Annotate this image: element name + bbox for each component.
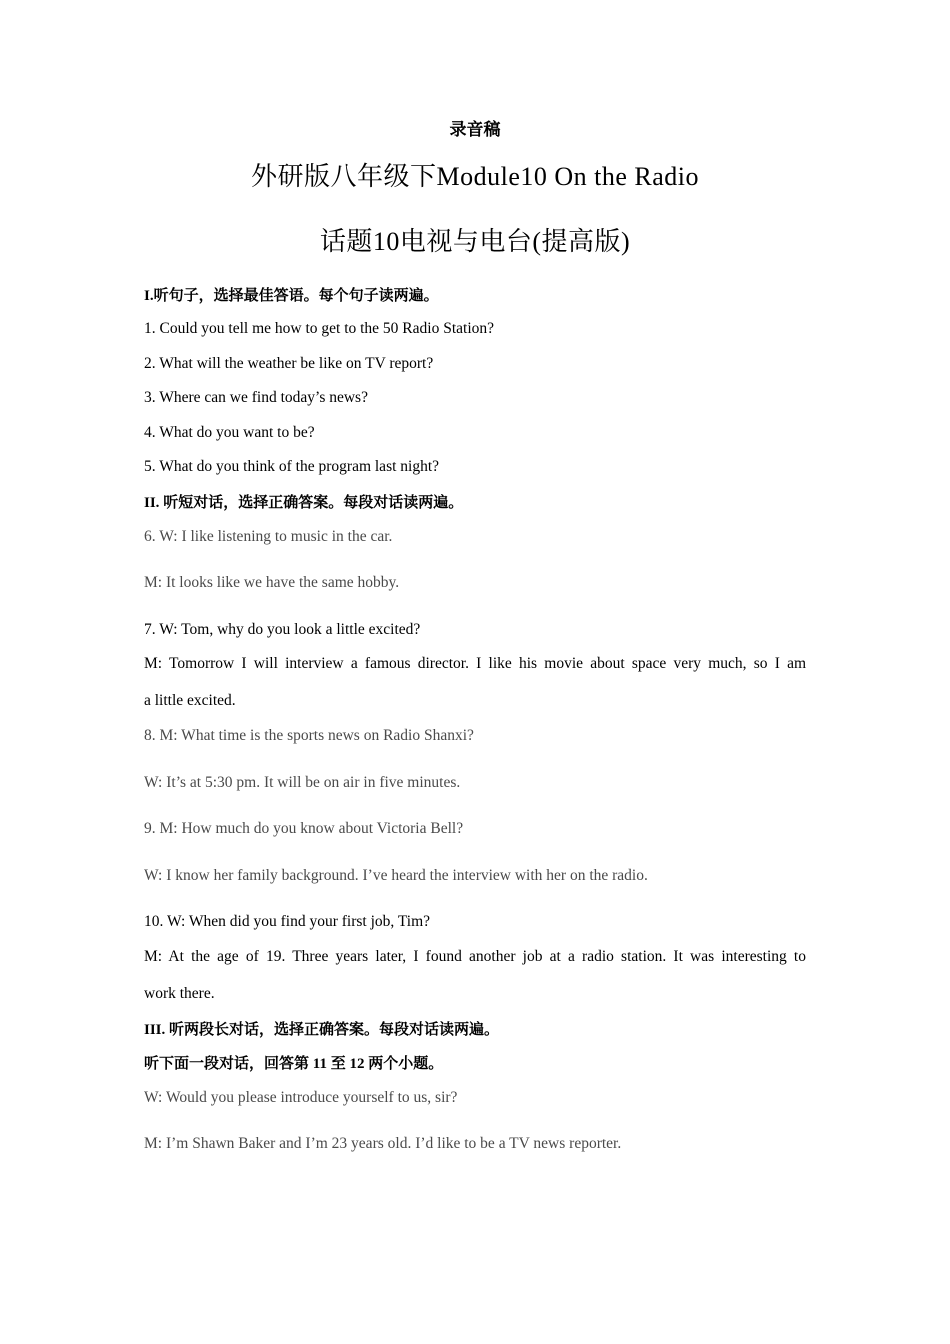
section-3-number: III. — [144, 1022, 170, 1038]
section-3-text: 听两段长对话，选择正确答案。每段对话读两遍。 — [169, 1020, 500, 1038]
sentence-2: 2. What will the weather be like on TV report? — [144, 355, 434, 372]
dialogue-6-w: 6. W: I like listening to music in the car. — [144, 528, 393, 545]
sub-prefix: 听下面一段对话，回答第 — [144, 1054, 310, 1072]
long-dialogue-m: M: I’m Shawn Baker and I’m 23 years old. I’d like to be a TV news reporter. — [144, 1135, 622, 1152]
dialogue-9-w: W: I know her family background. I’ve heard the interview with her on the radio. — [144, 867, 648, 884]
dialogue-8-w: W: It’s at 5:30 pm. It will be on air in five minutes. — [144, 774, 461, 791]
section-3-heading — [144, 1019, 499, 1040]
page-title: 外研版八年级下Module10 On the Radio — [250, 162, 700, 191]
dialogue-8-m: 8. M: What time is the sports news on Radio Shanxi? — [144, 727, 474, 744]
dialogue-10-w: 10. W: When did you find your first job, Tim? — [144, 913, 431, 930]
section-1-number: I. — [144, 288, 154, 304]
dialogue-7-m-line1: M: Tomorrow I will interview a famous director. I like his movie about space very much, so I am — [144, 655, 806, 672]
sub-num-1: 11 — [309, 1056, 331, 1072]
long-dialogue-w: W: Would you please introduce yourself to us, sir? — [144, 1089, 458, 1106]
section-2-heading — [144, 492, 463, 513]
section-1-heading — [144, 285, 439, 306]
section-2-number: II. — [144, 495, 164, 511]
dialogue-7-m-line2: a little excited. — [144, 692, 236, 709]
sub-mid: 至 — [330, 1054, 346, 1072]
dialogue-7-w: 7. W: Tom, why do you look a little excited? — [144, 621, 421, 638]
dialogue-9-m: 9. M: How much do you know about Victoria Bell? — [144, 820, 464, 837]
section-2-text: 听短对话，选择正确答案。每段对话读两遍。 — [163, 493, 464, 511]
sentence-3: 3. Where can we find today’s news? — [144, 389, 368, 406]
dialogue-6-m: M: It looks like we have the same hobby. — [144, 574, 400, 591]
sentence-4: 4. What do you want to be? — [144, 424, 315, 441]
dialogue-10-m-line2: work there. — [144, 985, 215, 1002]
dialogue-10-m-line1: M: At the age of 19. Three years later, I found another job at a radio station. It was interesting to — [144, 948, 806, 965]
sub-suffix: 两个小题。 — [368, 1054, 444, 1072]
sentence-1: 1. Could you tell me how to get to the 50 Radio Station? — [144, 320, 495, 337]
transcript-label: 录音稿 — [449, 120, 501, 139]
section-1-text: 听句子，选择最佳答语。每个句子读两遍。 — [153, 286, 439, 304]
sub-num-2: 12 — [345, 1056, 369, 1072]
sentence-5: 5. What do you think of the program last night? — [144, 458, 440, 475]
section-3-subheading — [144, 1053, 443, 1074]
page-subtitle: 话题10电视与电台(提高版) — [319, 227, 631, 256]
